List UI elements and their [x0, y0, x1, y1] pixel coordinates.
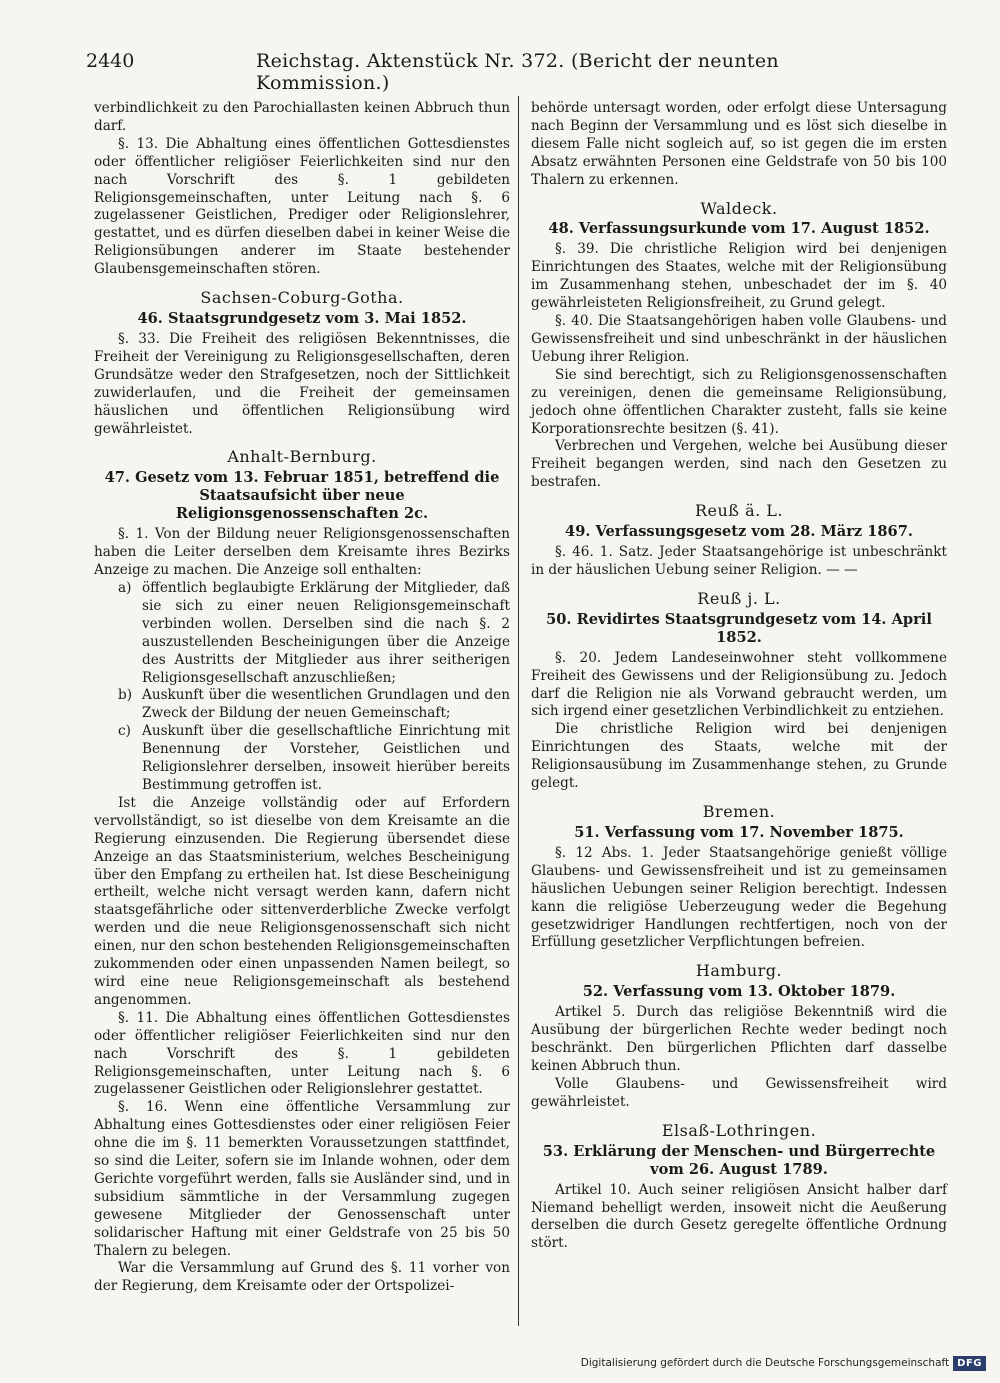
state-heading-reuss-al: Reuß ä. L.: [694, 501, 783, 521]
state-heading-elsass-lothringen: Elsaß-Lothringen.: [661, 1120, 817, 1140]
list-item-c: [118, 723, 510, 795]
paragraph-anzeige: Ist die Anzeige vollständig oder auf Erfordern vervollständigt, so ist dieselbe von dem Kreisamte an die Regierung einzusenden. Die Regierung übersendet diese Anzeige an das Staatsministerium, welches Bescheinigung über den Empfang zu ertheilen hat. Ist diese Bescheinigung ertheilt, welche nicht versagt werden kann, dafern nicht staatsgefährliche oder sittenverderbliche Zwecke verfolgt werden und die neue Religionsgenossenschaft sich nicht einen, nur den schon bestehenden Religionsgemeinschaften zukommenden oder einen unpassenden Namen beilegt, so wird eine neue Religionsgemeinschaft als bestehend angenommen.: [94, 794, 510, 1008]
state-heading-hamburg: Hamburg.: [695, 961, 783, 981]
paragraph-section-1: §. 1. Von der Bildung neuer Religionsgenossenschaften haben die Leiter derselben dem Kreisamte ihres Bezirks Anzeige zu machen. Die Anzeige soll enthalten:: [94, 526, 510, 579]
dfg-logo: DFG: [953, 1356, 986, 1371]
list-item-label: b): [118, 687, 133, 704]
law-heading-53: 53. Erklärung der Menschen- und Bürgerrechte vom 26. August 1789.: [542, 1142, 936, 1178]
state-heading-waldeck: Waldeck.: [700, 198, 778, 218]
law-heading-50: 50. Revidirtes Staatsgrundgesetz vom 14. April 1852.: [546, 610, 932, 646]
state-heading-sachsen-coburg-gotha: Sachsen-Coburg-Gotha.: [200, 288, 404, 308]
law-heading-46: 46. Staatsgrundgesetz vom 3. Mai 1852.: [137, 309, 467, 327]
paragraph-section-20: §. 20. Jedem Landeseinwohner steht vollkommene Freiheit des Gewissens und der Religionsübung zu. Jedoch darf die Religion nie als Vorwand gebraucht werden, um sich irgend einer gesetzlichen Verbindlichkeit zu entziehen.: [531, 649, 947, 720]
state-heading-reuss-jl: Reuß j. L.: [697, 588, 781, 608]
paragraph-section-20-b: Die christliche Religion wird bei denjenigen Einrichtungen des Staats, welche mit der Religionsausübung im Zusammenhange stehen, zu Grunde gelegt.: [531, 721, 947, 792]
law-heading-47: 47. Gesetz vom 13. Februar 1851, betreffend die Staatsaufsicht über neue Religionsgenossenschaften 2c.: [104, 469, 500, 523]
right-column: [531, 100, 947, 1253]
list-item-label: c): [118, 723, 131, 740]
paragraph-section-46: §. 46. 1. Satz. Jeder Staatsangehörige ist unbeschränkt in der häuslichen Uebung seiner Religion. — —: [531, 544, 947, 578]
paragraph-artikel-10: Artikel 10. Auch seiner religiösen Ansicht halber darf Niemand behelligt werden, insoweit nicht die Aeußerung derselben die durch Gesetz geregelte öffentliche Ordnung stört.: [531, 1181, 947, 1252]
paragraph-section-13: §. 13. Die Abhaltung eines öffentlichen Gottesdienstes oder öffentlicher religiöser Feierlichkeiten sind nur den nach Vorschrift des §. 1 gebildeten Religionsgemeinschaften, unter Leitung nach §. 6 zugelassener Geistlichen, Prediger oder Religionslehrer, gestattet, und es dürfen dieselben dabei in keiner Weise die Religionsübungen anderer im Staate bestehender Glaubensgemeinschaften stören.: [94, 135, 510, 278]
page-number: 2440: [86, 50, 135, 72]
column-divider: [518, 96, 519, 1326]
law-heading-49: 49. Verfassungsgesetz vom 28. März 1867.: [565, 523, 913, 541]
running-title: Reichstag. Aktenstück Nr. 372. (Bericht der neunten Kommission.): [256, 50, 779, 94]
footer-text: Digitalisierung gefördert durch die Deutsche Forschungsgemeinschaft: [580, 1357, 950, 1369]
paragraph-section-40-b: Sie sind berechtigt, sich zu Religionsgenossenschaften zu vereinigen, denen die gemeinsame Religionsübung, jedoch ohne öffentlichen Charakter zusteht, falls sie keine Korporationsrechte besitzen (§. 41).: [531, 366, 947, 437]
paragraph-artikel-5-b: Volle Glaubens- und Gewissensfreiheit wird gewährleistet.: [531, 1075, 947, 1110]
paragraph-section-12: §. 12 Abs. 1. Jeder Staatsangehörige genießt völlige Glaubens- und Gewissensfreiheit und ist zu gemeinsamen häuslichen Uebungen seiner Religion berechtigt. Indessen kann die religiöse Ueberzeugung weder die Begehung gesetzwidriger Handlungen rechtfertigen, noch von der Erfüllung gesetzlicher Verpflichtungen befreien.: [531, 844, 947, 951]
paragraph-section-11: §. 11. Die Abhaltung eines öffentlichen Gottesdienstes oder öffentlicher religiöser Feierlichkeiten sind nur den nach Vorschrift des §. 1 gebildeten Religionsgemeinschaften, unter Leitung nach §. 6 zugelassener Geistlichen oder Religionslehrer gestattet.: [94, 1009, 510, 1098]
paragraph-section-33: §. 33. Die Freiheit des religiösen Bekenntnisses, die Freiheit der Vereinigung zu Religionsgesellschaften, deren Grundsätze weder den Strafgesetzen, noch der Sittlichkeit zuwiderlaufen, und die Freiheit der gemeinsamen häuslichen und öffentlichen Religionsübung wird gewährleistet.: [94, 330, 510, 437]
paragraph-section-40-c: Verbrechen und Vergehen, welche bei Ausübung dieser Freiheit begangen werden, sind nach den Gesetzen zu bestrafen.: [531, 438, 947, 491]
paragraph-section-40: §. 40. Die Staatsangehörigen haben volle Glaubens- und Gewissensfreiheit und sind unbeschränkt in der häuslichen Uebung ihrer Religion.: [531, 313, 947, 365]
paragraph-continuation: behörde untersagt worden, oder erfolgt diese Untersagung nach Beginn der Versammlung und es löst sich dieselbe in diesem Falle nicht sogleich auf, so ist gegen die im ersten Absatz erwähnten Personen eine Geldstrafe von 50 bis 100 Thalern zu erkennen.: [531, 100, 947, 188]
state-heading-bremen: Bremen.: [702, 802, 776, 821]
list-item-text: Auskunft über die gesellschaftliche Einrichtung mit Benennung der Vorsteher, Geistlichen und Religionslehrer derselben, insoweit hierüber bereits Bestimmung getroffen ist.: [142, 723, 510, 793]
paragraph-versammlung: War die Versammlung auf Grund des §. 11 vorher von der Regierung, dem Kreisamte oder der Ortspolizei-: [94, 1260, 510, 1295]
law-heading-51: 51. Verfassung vom 17. November 1875.: [574, 823, 904, 841]
paragraph-section-16: §. 16. Wenn eine öffentliche Versammlung zur Abhaltung eines Gottesdienstes oder einer religiösen Feier ohne die im §. 11 bemerkten Voraussetzungen stattfindet, so sind die Leiter, sofern sie im Inlande wohnen, oder dem Gerichte vorgeführt werden, falls sie Ausländer sind, und in subsidium sämmtliche in der Versammlung zugegen gewesene Mitglieder der Genossenschaft unter solidarischer Haftung mit einer Geldstrafe von 25 bis 50 Thalern zu belegen.: [94, 1099, 510, 1259]
page-header: [86, 46, 916, 94]
paragraph-artikel-5: Artikel 5. Durch das religiöse Bekenntniß wird die Ausübung der bürgerlichen Rechte weder bedingt noch beschränkt. Den bürgerlichen Pflichten darf dasselbe keinen Abbruch thun.: [531, 1004, 947, 1074]
paragraph-section-39: §. 39. Die christliche Religion wird bei denjenigen Einrichtungen des Staates, welche mit der Religionsübung im Zusammenhang stehen, unbeschadet der im §. 40 gewährleisteten Religionsfreiheit, zu Grund gelegt.: [531, 241, 947, 312]
list-item-label: a): [118, 580, 132, 597]
footer-credit: [581, 1353, 986, 1373]
paragraph-continuation: verbindlichkeit zu den Parochiallasten keinen Abbruch thun darf.: [94, 100, 510, 134]
list-item-text: Auskunft über die wesentlichen Grundlagen und den Zweck der Bildung der neuen Gemeinschaft;: [142, 687, 510, 722]
list-item-a: [118, 580, 510, 687]
list-item-text: öffentlich beglaubigte Erklärung der Mitglieder, daß sie sich zu einer neuen Religionsgemeinschaft verbinden wollen. Derselben sind die nach §. 2 auszustellenden Bescheinigungen über die Anzeige des Austritts der Mitglieder aus ihrer seitherigen Religionsgesellschaft anzuschließen;: [142, 580, 510, 686]
law-heading-48: 48. Verfassungsurkunde vom 17. August 1852.: [548, 220, 930, 238]
left-column: [94, 100, 510, 1296]
list-item-b: [118, 687, 510, 723]
law-heading-52: 52. Verfassung vom 13. Oktober 1879.: [582, 983, 896, 1001]
state-heading-anhalt-bernburg: Anhalt-Bernburg.: [227, 447, 377, 467]
